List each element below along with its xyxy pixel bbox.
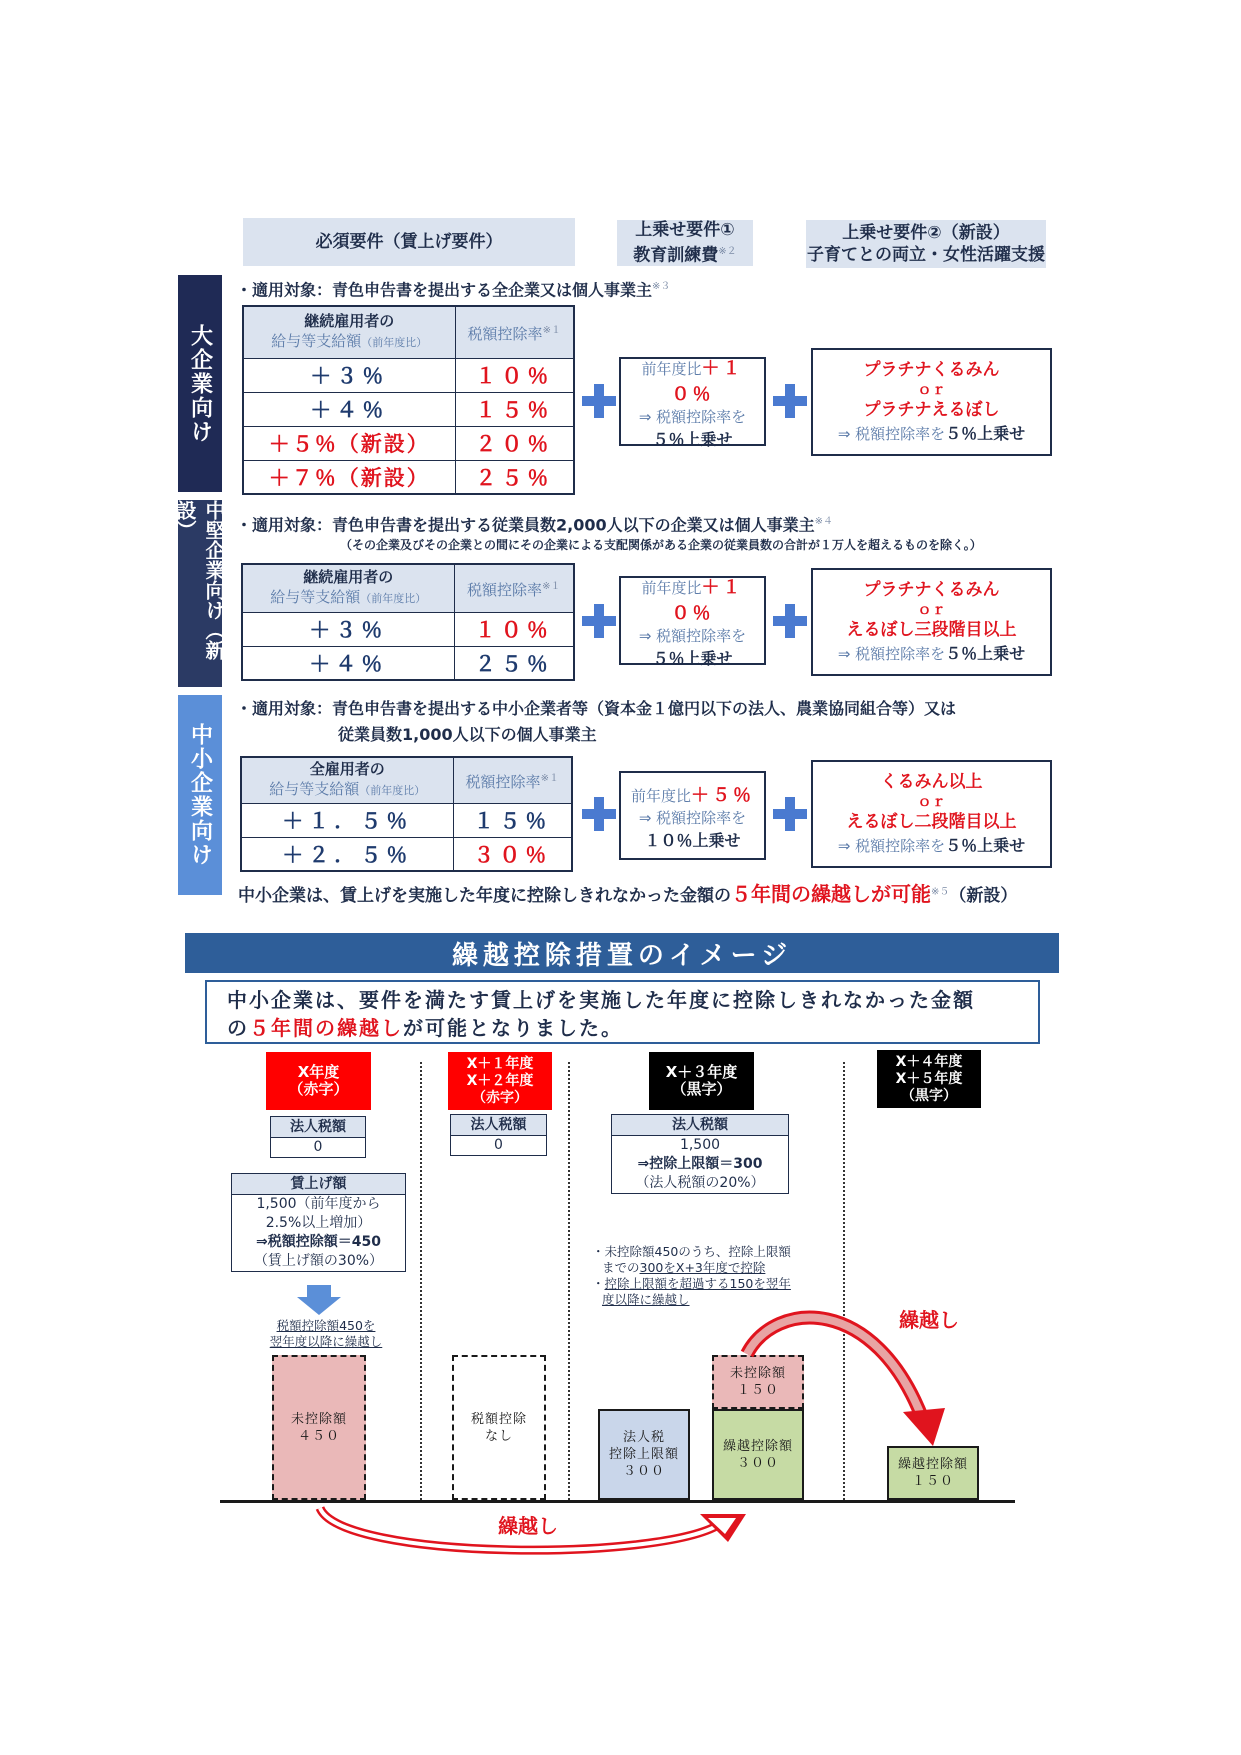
box2-line3b: ５％上乗せ bbox=[945, 836, 1026, 855]
year-x4-l2: X＋５年度 bbox=[895, 1070, 963, 1087]
plus-icon bbox=[773, 604, 807, 638]
year-x-l2: （赤字） bbox=[288, 1080, 349, 1098]
row-rate: ２５％ bbox=[455, 460, 574, 494]
carry-message-l2c: が可能となりました。 bbox=[403, 1016, 623, 1040]
table-row bbox=[241, 803, 572, 837]
col-wage-line1: 継続雇用者の bbox=[304, 312, 395, 331]
box1-text: 前年度比 bbox=[630, 786, 691, 805]
year-x3-tax-box bbox=[611, 1114, 789, 1194]
header-add1 bbox=[617, 220, 753, 266]
box1-value: ＋１０％ bbox=[671, 357, 744, 405]
large-target-note: ※３ bbox=[652, 281, 671, 292]
col-wage-small: （前年度比） bbox=[360, 592, 427, 606]
mid-add1-box bbox=[619, 576, 766, 668]
box2-line3a: ⇒ 税額控除率を bbox=[837, 837, 946, 855]
x3-note-l3a: ・ bbox=[592, 1276, 605, 1291]
plus-icon bbox=[773, 384, 807, 418]
box2-line1: くるみん以上 bbox=[880, 772, 983, 792]
small-footer bbox=[238, 878, 1078, 907]
col-rate-label: 税額控除率 bbox=[467, 324, 543, 343]
box1-value: ＋５％ bbox=[691, 784, 754, 806]
mid-target-note: ※４ bbox=[814, 516, 834, 527]
footer-note: ※５ bbox=[931, 886, 950, 898]
box1-text: 前年度比 bbox=[641, 578, 702, 597]
box2-line1: プラチナくるみん bbox=[863, 360, 1000, 380]
box1-value: ＋１０％ bbox=[671, 576, 744, 624]
large-rate-table bbox=[242, 305, 575, 495]
year-x4-label bbox=[877, 1050, 981, 1108]
box1-line2: ⇒ 税額控除率を bbox=[638, 808, 747, 827]
box1-line3: ５％上乗せ bbox=[652, 648, 733, 668]
year-x-label bbox=[266, 1052, 371, 1110]
side-label-mid-text: 中堅企業向け（新設） bbox=[173, 500, 226, 660]
table-row bbox=[243, 460, 574, 494]
col-wage-line1: 継続雇用者の bbox=[303, 568, 394, 587]
bar-l1: 法人税 bbox=[622, 1430, 665, 1445]
divider bbox=[568, 1062, 570, 1500]
carry-message-highlight: ５年間の繰越し bbox=[249, 1016, 403, 1040]
table-row bbox=[243, 358, 574, 392]
col-rate-label: 税額控除率 bbox=[467, 580, 543, 599]
box2-line2: えるぼし三段階目以上 bbox=[846, 620, 1017, 640]
header-add1-note: ※２ bbox=[718, 246, 737, 258]
tax-label: 法人税額 bbox=[451, 1115, 546, 1136]
bar-uncredited-450 bbox=[272, 1355, 366, 1500]
year-x1-l3: （赤字） bbox=[472, 1089, 528, 1106]
large-target bbox=[236, 275, 1136, 302]
header-required bbox=[243, 218, 575, 266]
col-rate-header bbox=[454, 564, 574, 612]
col-rate-label: 税額控除率 bbox=[465, 772, 541, 791]
col-wage-header bbox=[242, 564, 454, 612]
box1-line2: ⇒ 税額控除率を bbox=[638, 407, 747, 426]
footer-highlight: ５年間の繰越しが可能 bbox=[731, 882, 931, 906]
footer-new: （新設） bbox=[949, 886, 1018, 906]
box2-or: ｏｒ bbox=[917, 382, 946, 398]
col-wage-header bbox=[243, 306, 455, 358]
row-rate: １５％ bbox=[453, 803, 572, 837]
side-label-mid bbox=[173, 500, 226, 687]
box2-line3a: ⇒ 税額控除率を bbox=[837, 645, 946, 663]
year-x1-l2: X＋２年度 bbox=[466, 1072, 534, 1089]
plus-icon bbox=[773, 797, 807, 831]
col-wage-line2: 給与等支給額 bbox=[271, 332, 362, 351]
bar-carry-150 bbox=[887, 1446, 979, 1500]
plus-icon bbox=[582, 797, 616, 831]
mid-target-sub: （その企業及びその企業との間にその企業による支配関係がある企業の従業員数の合計が１万人を超えるものを除く。） bbox=[340, 538, 982, 552]
box2-or: ｏｒ bbox=[917, 794, 946, 810]
tax-value: 0 bbox=[494, 1137, 503, 1153]
col-wage-small: （前年度比） bbox=[359, 784, 426, 798]
plus-icon bbox=[582, 384, 616, 418]
bar-l1: 未控除額 bbox=[290, 1411, 347, 1427]
mid-add2-box bbox=[811, 568, 1052, 676]
box2-line2: えるぼし二段階目以上 bbox=[846, 812, 1017, 832]
mid-rate-table bbox=[241, 563, 575, 681]
box1-line3: １０％上乗せ bbox=[644, 830, 741, 850]
header-add1-line2: 教育訓練費 bbox=[633, 245, 719, 266]
year-x1-l1: X＋１年度 bbox=[466, 1055, 534, 1072]
col-rate-note: ※１ bbox=[542, 324, 561, 336]
tax-pct: （法人税額の20%） bbox=[635, 1175, 765, 1191]
small-target-l2: 従業員数1,000人以下の個人事業主 bbox=[338, 725, 597, 744]
footer-text: 中小企業は、賃上げを実施した年度に控除しきれなかった金額の bbox=[238, 886, 731, 906]
header-add2-line2: 子育てとの両立・女性活躍支援 bbox=[807, 245, 1045, 265]
carry-label-bottom: 繰越し bbox=[498, 1514, 558, 1538]
row-wage: ＋１．５％ bbox=[241, 803, 453, 837]
side-label-large bbox=[178, 275, 222, 492]
x3-note-l2b: 300をX+3年度で控除 bbox=[639, 1260, 766, 1275]
bar-limit-300 bbox=[598, 1409, 690, 1500]
x3-note-l4: 度以降に繰越し bbox=[602, 1292, 690, 1307]
small-add2-box bbox=[811, 760, 1052, 868]
year-x3-l2: （黒字） bbox=[671, 1080, 732, 1098]
carry-label-top: 繰越し bbox=[899, 1308, 959, 1332]
carry-message bbox=[205, 980, 1040, 1044]
carry-note-l2: 翌年度以降に繰越し bbox=[269, 1334, 383, 1349]
box2-line3b: ５％上乗せ bbox=[945, 644, 1026, 663]
divider bbox=[420, 1062, 422, 1500]
carry-note bbox=[256, 1318, 396, 1350]
col-wage-small: （前年度比） bbox=[361, 336, 428, 350]
year-x4-l3: （黒字） bbox=[901, 1087, 957, 1104]
row-wage: ＋４％ bbox=[243, 392, 455, 426]
table-header-row bbox=[241, 757, 572, 803]
bar-l1: 繰越控除額 bbox=[722, 1438, 793, 1454]
carry-note-l1: 税額控除額450を bbox=[276, 1318, 376, 1333]
side-label-small bbox=[178, 695, 222, 895]
row-wage: ＋２．５％ bbox=[241, 837, 453, 871]
row-wage: ＋３％ bbox=[242, 612, 454, 646]
mid-target bbox=[236, 510, 1136, 537]
small-add1-box bbox=[619, 771, 766, 860]
header-add1-line1: 上乗せ要件① bbox=[635, 220, 735, 241]
box1-text: 前年度比 bbox=[641, 359, 702, 378]
box2-line2: プラチナえるぼし bbox=[863, 400, 1000, 420]
year-x3-label bbox=[649, 1052, 754, 1110]
year-x-tax-box bbox=[270, 1116, 366, 1158]
bar-l2: ４５０ bbox=[297, 1428, 340, 1444]
large-target-text: ・適用対象：青色申告書を提出する全企業又は個人事業主 bbox=[236, 280, 653, 300]
box2-line1: プラチナくるみん bbox=[863, 580, 1000, 600]
col-wage-header bbox=[241, 757, 453, 803]
tax-label: 法人税額 bbox=[612, 1115, 788, 1136]
small-target-l1: ・適用対象：青色申告書を提出する中小企業者等（資本金１億円以下の法人、農業協同組合等）又は bbox=[236, 699, 957, 718]
col-rate-note: ※１ bbox=[540, 772, 559, 784]
row-rate: １０％ bbox=[455, 358, 574, 392]
box1-line2: ⇒ 税額控除率を bbox=[638, 626, 747, 645]
wage-l2: 2.5%以上増加） bbox=[265, 1215, 372, 1231]
table-row bbox=[241, 837, 572, 871]
bar-no-credit bbox=[452, 1355, 546, 1500]
year-x4-l1: X＋４年度 bbox=[895, 1053, 963, 1070]
wage-l1: 1,500（前年度から bbox=[256, 1196, 381, 1212]
header-add2-line1: 上乗せ要件②（新設） bbox=[842, 223, 1010, 243]
plus-icon bbox=[582, 604, 616, 638]
x3-note bbox=[592, 1244, 832, 1308]
row-rate: １０％ bbox=[454, 612, 574, 646]
year-x1-label bbox=[448, 1052, 552, 1110]
carry-message-l2a: の bbox=[227, 1016, 249, 1040]
header-add2 bbox=[806, 220, 1046, 268]
carry-message-l1: 中小企業は、要件を満たす賃上げを実施した年度に控除しきれなかった金額 bbox=[227, 988, 975, 1012]
x3-note-l3b: 控除上限額を超過する bbox=[604, 1276, 730, 1291]
large-add1-box bbox=[619, 357, 766, 449]
wage-label: 賃上げ額 bbox=[232, 1174, 405, 1195]
row-wage: ＋７％（新設） bbox=[243, 460, 455, 494]
bar-l1: 税額控除 bbox=[470, 1411, 527, 1427]
col-wage-line1: 全雇用者の bbox=[309, 760, 385, 779]
down-arrow-icon bbox=[297, 1285, 341, 1315]
col-rate-header bbox=[455, 306, 574, 358]
bar-l2: なし bbox=[484, 1428, 513, 1444]
bar-l2: 控除上限額 bbox=[608, 1447, 679, 1462]
wage-box bbox=[231, 1173, 406, 1272]
col-rate-header bbox=[453, 757, 572, 803]
carry-banner-text: 繰越控除措置のイメージ bbox=[451, 940, 793, 971]
year-x1-tax-box bbox=[450, 1114, 547, 1156]
box2-line3a: ⇒ 税額控除率を bbox=[837, 425, 946, 443]
mid-target-text: ・適用対象：青色申告書を提出する従業員数2,000人以下の企業又は個人事業主 bbox=[236, 515, 815, 535]
row-rate: ２５％ bbox=[454, 646, 574, 680]
row-rate: ３０％ bbox=[453, 837, 572, 871]
x3-note-l1: ・未控除額450のうち、控除上限額 bbox=[592, 1244, 791, 1259]
bar-l2: １５０ bbox=[911, 1474, 954, 1489]
x3-note-l3c: 150を翌年 bbox=[729, 1276, 791, 1291]
tax-value: 0 bbox=[313, 1139, 323, 1155]
table-header-row bbox=[243, 306, 574, 358]
table-row bbox=[242, 646, 574, 680]
x3-note-l2a: までの bbox=[602, 1260, 640, 1275]
header-required-label: 必須要件（賃上げ要件） bbox=[315, 232, 503, 252]
col-rate-note: ※１ bbox=[542, 580, 561, 592]
tax-limit: ⇒控除上限額＝300 bbox=[637, 1156, 763, 1172]
wage-l4: （賃上げ額の30%） bbox=[253, 1253, 384, 1269]
row-wage: ＋４％ bbox=[242, 646, 454, 680]
large-add2-box bbox=[811, 348, 1052, 456]
carry-banner bbox=[185, 933, 1059, 973]
row-rate: ２０％ bbox=[455, 426, 574, 460]
table-row bbox=[243, 426, 574, 460]
bar-l2: １５０ bbox=[736, 1383, 779, 1398]
row-wage: ＋５％（新設） bbox=[243, 426, 455, 460]
wage-l3: ⇒税額控除額＝450 bbox=[256, 1234, 381, 1250]
bar-l2: ３００ bbox=[736, 1455, 779, 1471]
box1-line3: ５％上乗せ bbox=[652, 429, 733, 449]
row-wage: ＋３％ bbox=[243, 358, 455, 392]
table-row bbox=[243, 392, 574, 426]
bar-l3: ３００ bbox=[622, 1464, 665, 1479]
bar-l1: 未控除額 bbox=[729, 1366, 786, 1381]
year-x-l1: X年度 bbox=[297, 1063, 340, 1081]
row-rate: １５％ bbox=[455, 392, 574, 426]
year-x3-l1: X＋３年度 bbox=[665, 1063, 738, 1081]
table-row bbox=[242, 612, 574, 646]
table-header-row bbox=[242, 564, 574, 612]
box2-line3b: ５％上乗せ bbox=[945, 424, 1026, 443]
col-wage-line2: 給与等支給額 bbox=[269, 780, 360, 799]
box2-or: ｏｒ bbox=[917, 602, 946, 618]
side-label-large-text: 大企業向け bbox=[187, 323, 213, 444]
side-label-small-text: 中小企業向け bbox=[187, 723, 213, 867]
tax-value: 1,500 bbox=[679, 1137, 721, 1153]
small-rate-table bbox=[240, 756, 573, 872]
col-wage-line2: 給与等支給額 bbox=[270, 588, 361, 607]
bar-l1: 繰越控除額 bbox=[897, 1457, 968, 1472]
tax-label: 法人税額 bbox=[271, 1117, 365, 1138]
